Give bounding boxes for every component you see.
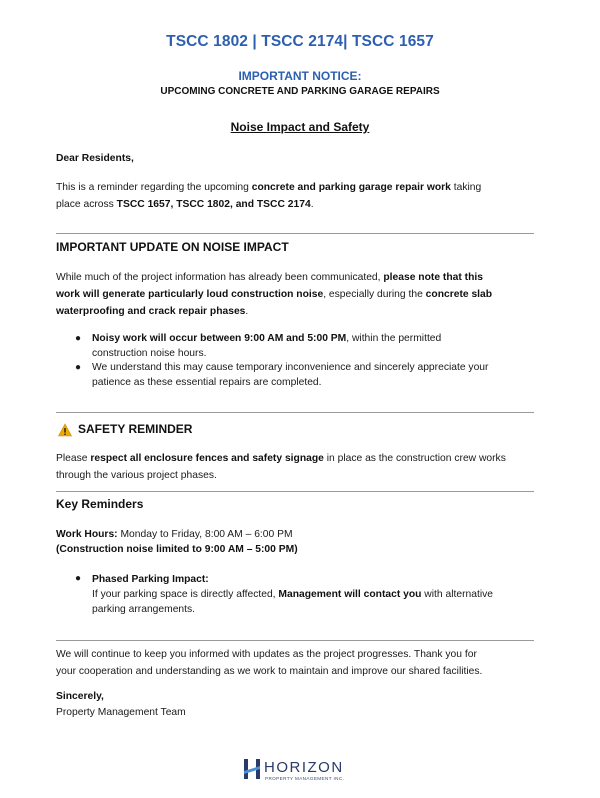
divider: [56, 491, 534, 492]
safety-bold: respect all enclosure fences and safety signage: [90, 453, 324, 464]
list-item: [92, 332, 542, 361]
parking-text: with alternative: [421, 589, 493, 600]
logo-subtitle: PROPERTY MANAGEMENT INC.: [265, 776, 345, 781]
parking-text: If your parking space is directly affected,: [92, 589, 279, 600]
noise-bold: work will generate particularly loud construction noise: [56, 289, 324, 300]
safety-text: in place as the construction crew works: [323, 453, 506, 464]
noise-bold: please note that this: [383, 272, 483, 283]
intro-paragraph: [56, 179, 546, 213]
intro-text: This is a reminder regarding the upcoming: [56, 182, 252, 193]
bullet-dot: ●: [75, 362, 82, 373]
bullet-dot: ●: [75, 333, 82, 344]
noise-bold: concrete slab: [425, 289, 493, 300]
safety-text: Please: [56, 453, 91, 464]
noise-heading: IMPORTANT UPDATE ON NOISE IMPACT: [56, 240, 289, 254]
intro-bold-work: concrete and parking garage repair work: [251, 182, 451, 193]
noise-bold: waterproofing and crack repair phases: [56, 306, 246, 317]
signoff: Sincerely,: [56, 691, 104, 702]
work-hours: [56, 527, 546, 557]
important-notice-heading: IMPORTANT NOTICE:: [238, 69, 362, 83]
parking-bold: Management will contact you: [278, 589, 422, 600]
greeting: Dear Residents,: [56, 153, 134, 164]
noise-limit-note: (Construction noise limited to 9:00 AM – 5:00 PM): [56, 544, 298, 555]
work-hours-label: Work Hours:: [56, 529, 118, 540]
bullet-text: patience as these essential repairs are completed.: [92, 376, 322, 388]
document-title: TSCC 1802 | TSCC 2174| TSCC 1657: [166, 33, 434, 50]
warning-triangle-icon: [58, 423, 72, 437]
signature-team: Property Management Team: [56, 707, 186, 718]
key-reminders-heading: Key Reminders: [56, 497, 144, 511]
divider: [56, 412, 534, 413]
divider: [56, 233, 534, 234]
bullet-text: construction noise hours.: [92, 347, 207, 359]
bullet-text: We understand this may cause temporary inconvenience and sincerely appreciate your: [92, 362, 489, 373]
noise-text: , especially during the: [323, 289, 426, 300]
noise-text: While much of the project information has already been communicated,: [56, 272, 384, 283]
intro-text: place across: [56, 199, 117, 210]
bullet-bold: Noisy work will occur between 9:00 AM and 5:00 PM: [92, 333, 347, 344]
noise-text: .: [245, 306, 249, 317]
notice-subtitle: UPCOMING CONCRETE AND PARKING GARAGE REPAIRS: [160, 86, 440, 97]
work-hours-value: Monday to Friday, 8:00 AM – 6:00 PM: [117, 529, 293, 540]
closing-text: your cooperation and understanding as we work to maintain and improve our shared facilities.: [56, 666, 483, 677]
noise-paragraph: [56, 269, 546, 320]
parking-text: parking arrangements.: [92, 604, 196, 615]
closing-paragraph: [56, 646, 546, 680]
closing-text: We will continue to keep you informed with updates as the project progresses. Thank you for: [56, 649, 477, 660]
list-item: [92, 361, 542, 390]
intro-bold-corps: TSCC 1657, TSCC 1802, and TSCC 2174: [116, 199, 311, 210]
list-item: [92, 572, 542, 617]
bullet-dot: ●: [75, 573, 82, 584]
parking-title: Phased Parking Impact:: [92, 574, 209, 585]
divider: [56, 640, 534, 641]
section-title: Noise Impact and Safety: [230, 120, 370, 134]
safety-paragraph: [56, 450, 546, 484]
horizon-logo-icon: [243, 758, 261, 780]
logo-name: HORIZON: [264, 759, 344, 776]
bullet-text: , within the permitted: [346, 333, 442, 344]
safety-text: through the various project phases.: [56, 470, 217, 481]
intro-text: .: [310, 199, 314, 210]
intro-text: taking: [450, 182, 482, 193]
safety-heading: SAFETY REMINDER: [78, 422, 193, 436]
